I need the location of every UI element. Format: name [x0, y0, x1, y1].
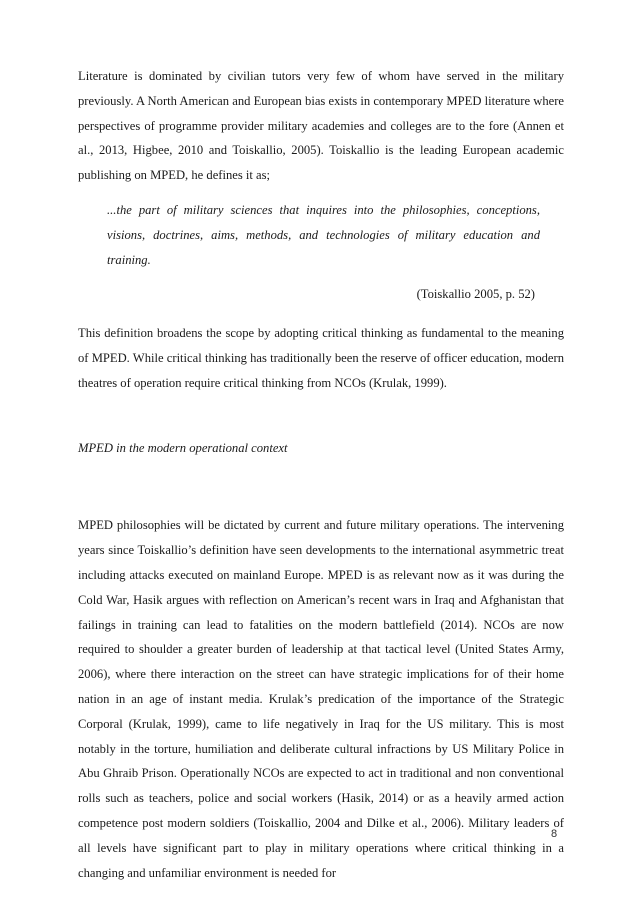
block-quote: ...the part of military sciences that inquires into the philosophies, conceptions, visions, doctrines, aims, methods, and technologies of military education and training.: [107, 202, 540, 267]
paragraph-definition: This definition broadens the scope by adopting critical thinking as fundamental to the meaning of MPED. While critical thinking has traditionally been the reserve of officer education, modern theatres of operation require critical thinking from NCOs (Krulak, 1999).: [78, 326, 564, 390]
page-number: 8: [551, 828, 558, 840]
section-heading: MPED in the modern operational context: [78, 440, 288, 455]
quote-citation: (Toiskallio 2005, p. 52): [416, 287, 535, 302]
paragraph-operational-context: MPED philosophies will be dictated by current and future military operations. The intervening years since Toiskallio’s definition have seen developments to the international asymmetric treat including attacks executed on mainland Europe. MPED is as relevant now as it was during the Cold War, Hasik argues with reflection on American’s recent wars in Iraq and Afghanistan that failings in training can lead to fatalities on the modern battlefield (2014). NCOs are now required to shoulder a greater burden of leadership at that tactical level (United States Army, 2006), where there interaction on the street can have strategic implications for of their home nation in an age of instant media. Krulak’s predication of the importance of the Strategic Corporal (Krulak, 1999), came to life negatively in Iraq for the US military. This is most notably in the torture, humiliation and deliberate cultural infractions by US Military Police in Abu Ghraib Prison. Operationally NCOs are expected to act in traditional and non conventional rolls such as teachers, police and social workers (Hasik, 2014) or as a heavily armed action competence post modern soldiers (Toiskallio, 2004 and Dilke et al., 2006). Military leaders of all levels have significant part to play in military operations where critical thinking in a changing and unfamiliar environment is needed for: [78, 518, 564, 880]
paragraph-literature: Literature is dominated by civilian tutors very few of whom have served in the military previously. A North American and European bias exists in contemporary MPED literature where perspectives of programme provider military academies and colleges are to the fore (Annen et al., 2013, Higbee, 2010 and Toiskallio, 2005). Toiskallio is the leading European academic publishing on MPED, he defines it as;: [78, 69, 564, 183]
document-page: [78, 64, 564, 885]
